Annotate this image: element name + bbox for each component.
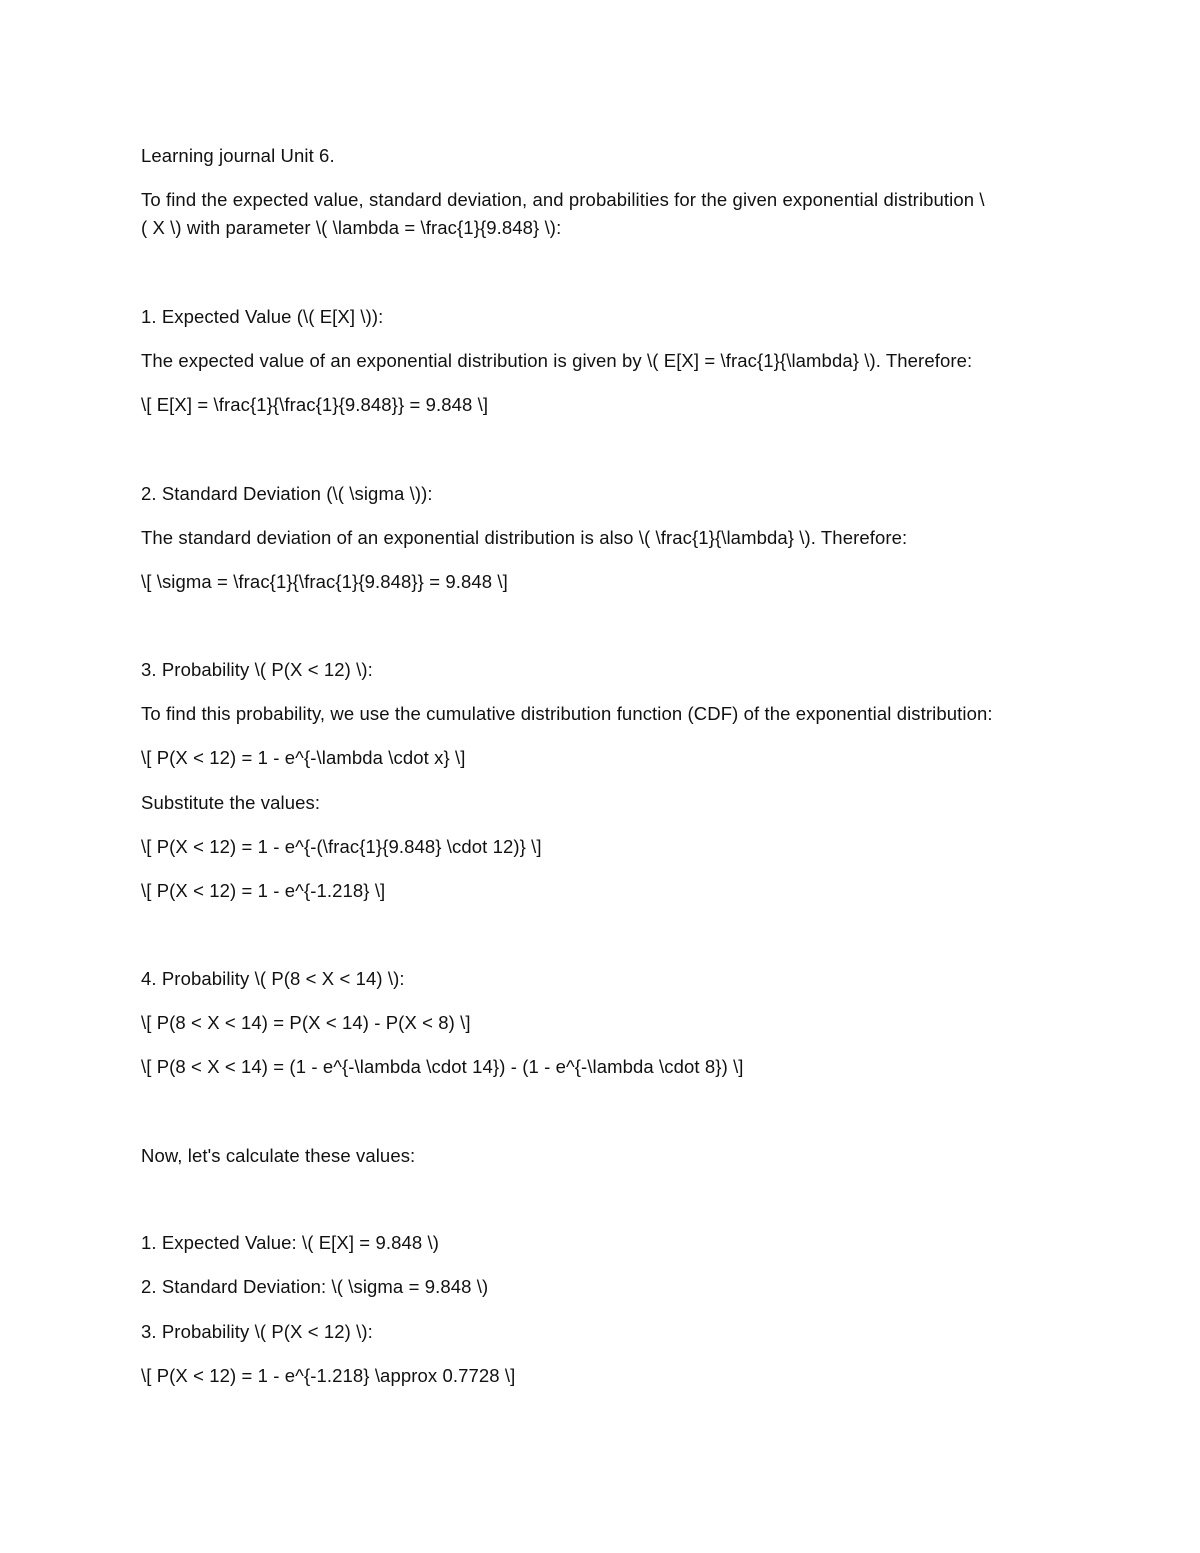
section-probability-12-heading: 3. Probability \( P(X < 12) \):	[141, 659, 373, 680]
result-standard-deviation: 2. Standard Deviation: \( \sigma = 9.848 \)	[141, 1276, 489, 1297]
result-probability-value: \[ P(X < 12) = 1 - e^{-1.218} \approx 0.7728 \]	[141, 1365, 516, 1386]
calculate-values-text: Now, let's calculate these values:	[141, 1145, 416, 1166]
probability-12-substitution: \[ P(X < 12) = 1 - e^{-(\frac{1}{9.848} \cdot 12)} \]	[141, 836, 542, 857]
section-standard-deviation-heading: 2. Standard Deviation (\( \sigma \)):	[141, 483, 433, 504]
substitute-values-text: Substitute the values:	[141, 792, 321, 813]
result-probability-heading: 3. Probability \( P(X < 12) \):	[141, 1321, 373, 1342]
journal-title: Learning journal Unit 6.	[141, 145, 335, 166]
intro-line-1: To find the expected value, standard deviation, and probabilities for the given exponential distribution \	[141, 189, 985, 210]
probability-12-simplified: \[ P(X < 12) = 1 - e^{-1.218} \]	[141, 880, 386, 901]
section-expected-value-heading: 1. Expected Value (\( E[X] \)):	[141, 306, 384, 327]
standard-deviation-text: The standard deviation of an exponential distribution is also \( \frac{1}{\lambda} \). Therefore:	[141, 527, 908, 548]
probability-12-cdf-formula: \[ P(X < 12) = 1 - e^{-\lambda \cdot x} \]	[141, 747, 466, 768]
intro-line-2: ( X \) with parameter \( \lambda = \frac{1}{9.848} \):	[141, 217, 562, 238]
probability-8-14-formula-1: \[ P(8 < X < 14) = P(X < 14) - P(X < 8) \]	[141, 1012, 471, 1033]
expected-value-formula: \[ E[X] = \frac{1}{\frac{1}{9.848}} = 9.848 \]	[141, 394, 489, 415]
probability-8-14-formula-2: \[ P(8 < X < 14) = (1 - e^{-\lambda \cdot 14}) - (1 - e^{-\lambda \cdot 8}) \]	[141, 1056, 744, 1077]
probability-12-text: To find this probability, we use the cumulative distribution function (CDF) of the exponential distribution:	[141, 703, 993, 724]
result-expected-value: 1. Expected Value: \( E[X] = 9.848 \)	[141, 1232, 439, 1253]
section-probability-8-14-heading: 4. Probability \( P(8 < X < 14) \):	[141, 968, 405, 989]
expected-value-text: The expected value of an exponential distribution is given by \( E[X] = \frac{1}{\lambda} \). Therefore:	[141, 350, 973, 371]
standard-deviation-formula: \[ \sigma = \frac{1}{\frac{1}{9.848}} = 9.848 \]	[141, 571, 508, 592]
